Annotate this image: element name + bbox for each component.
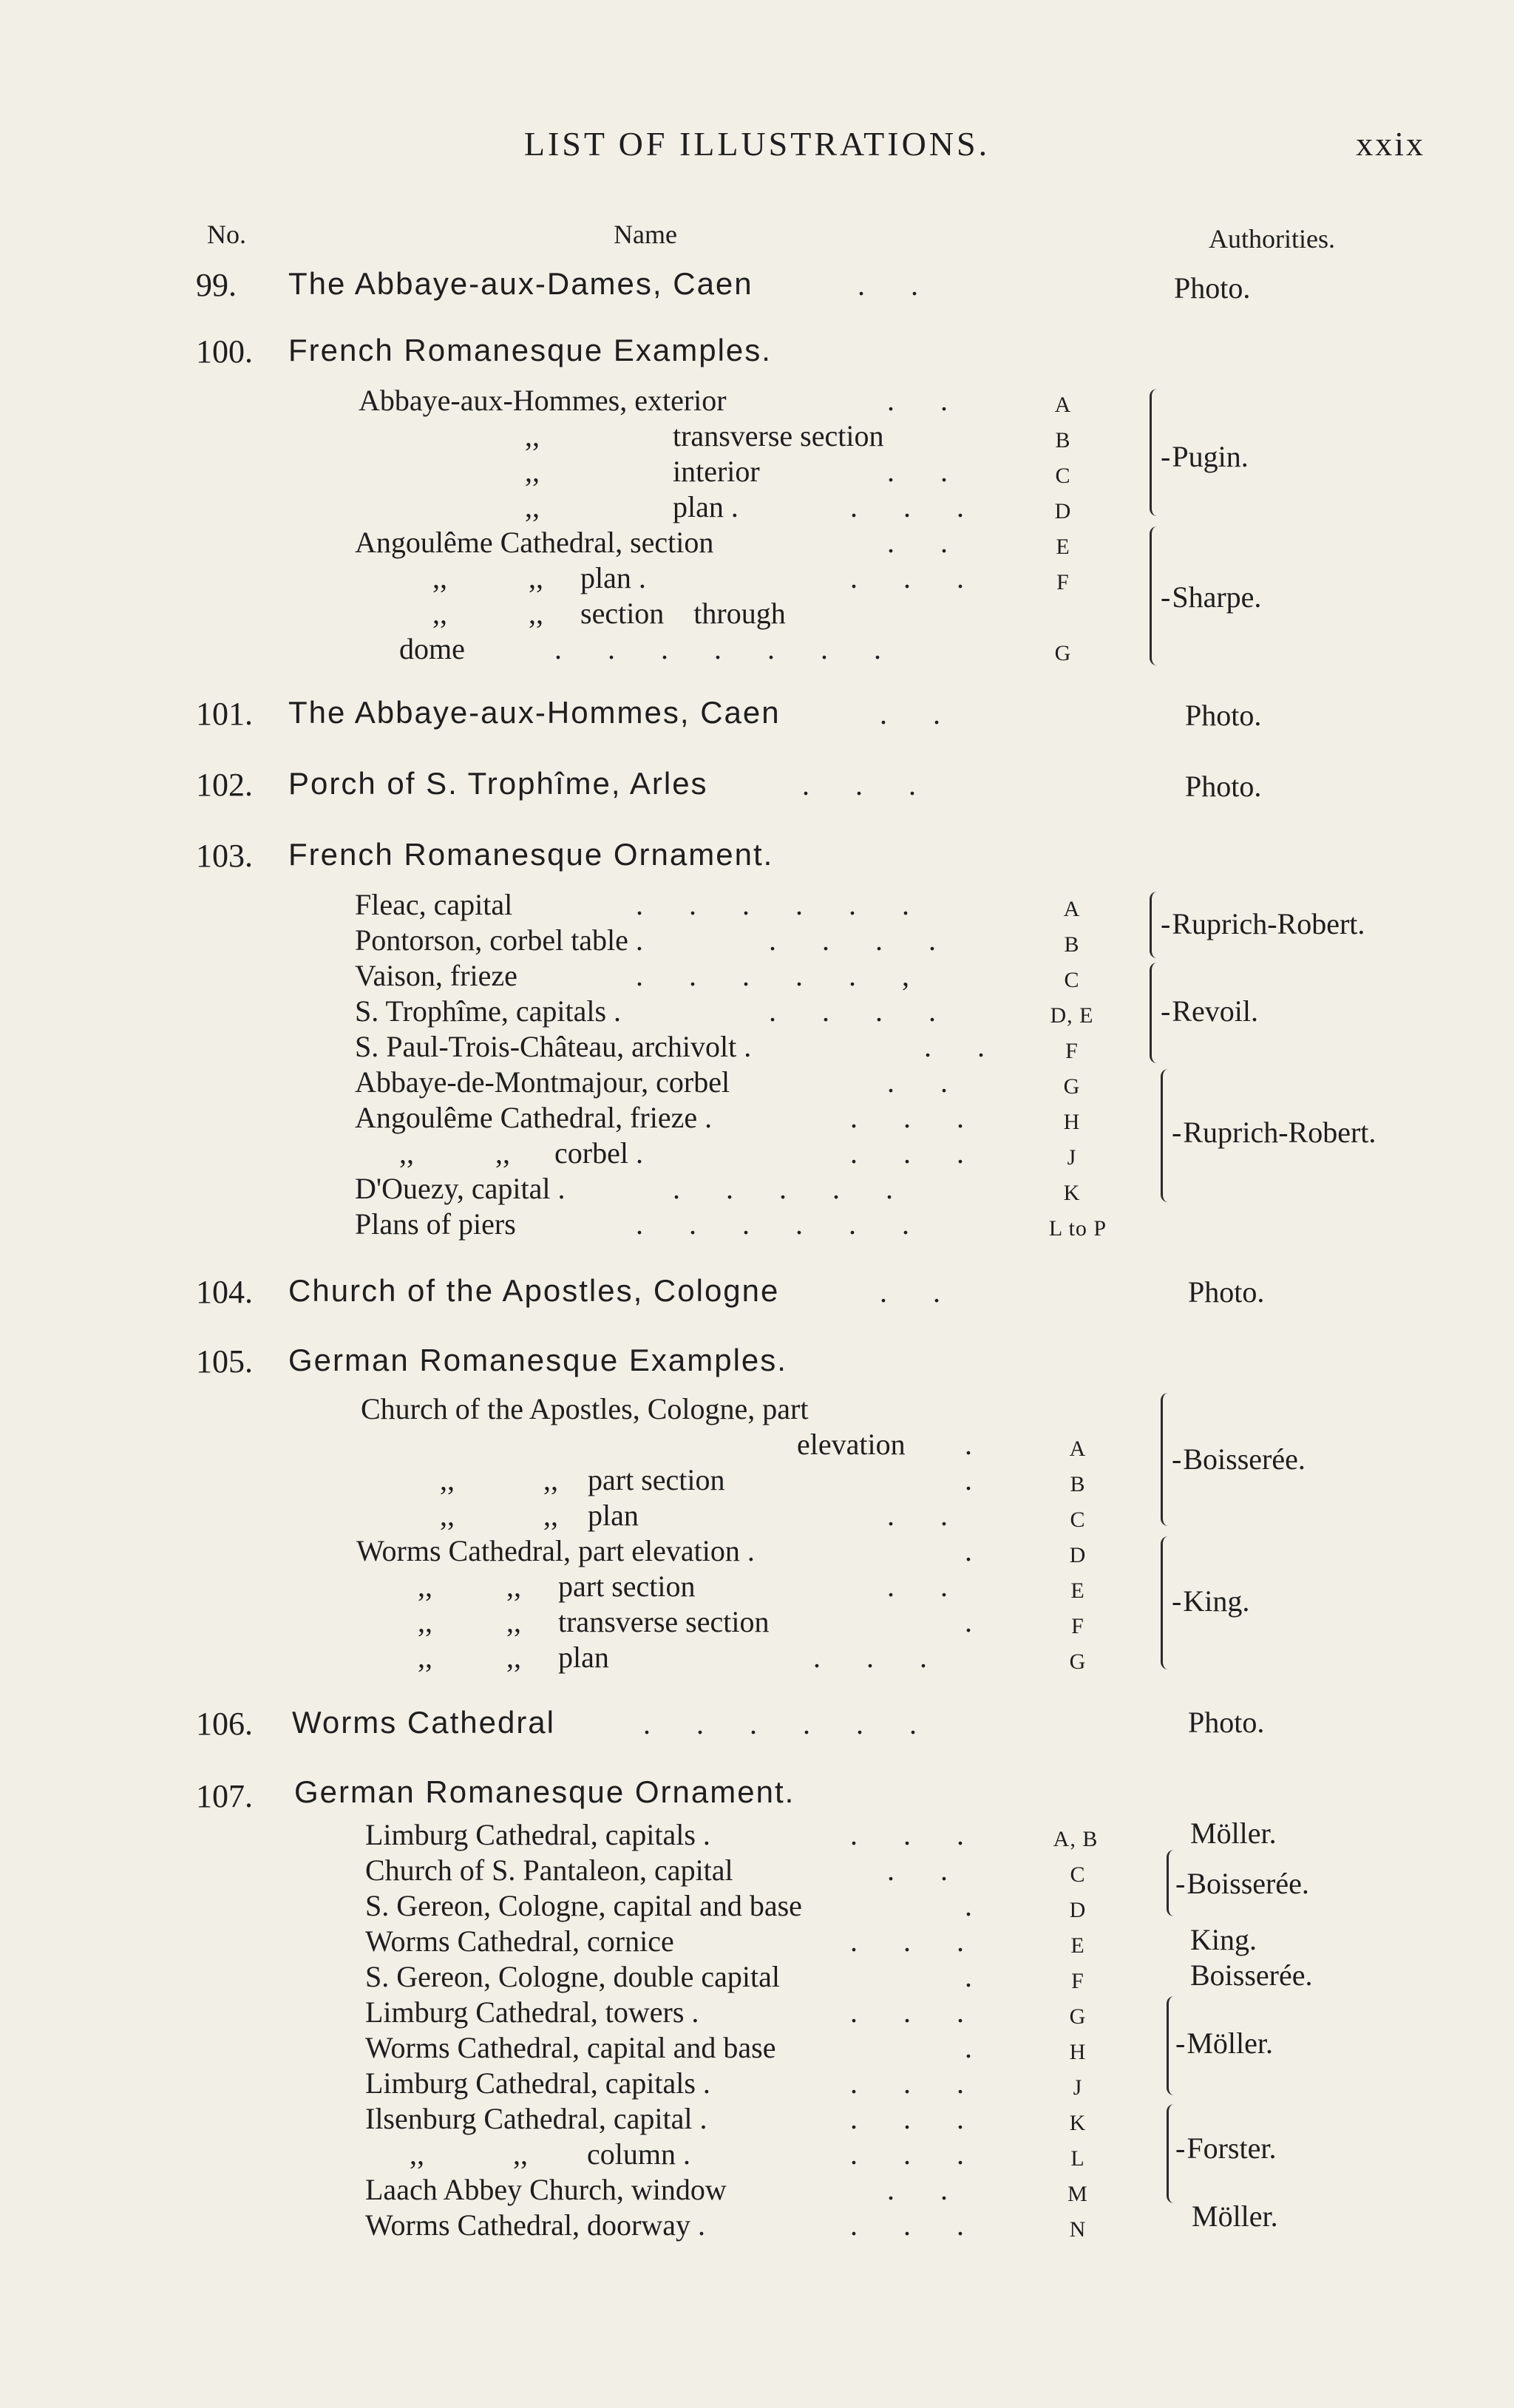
leader-dots: . bbox=[965, 2031, 991, 2064]
figure-letter: L bbox=[1070, 2146, 1085, 2171]
brace-authority: - Revoil. bbox=[1161, 994, 1258, 1028]
sub-item-text: Limburg Cathedral, capitals . bbox=[365, 1818, 710, 1851]
sub-item-text: Fleac, capital bbox=[355, 888, 513, 921]
leader-dots: . . bbox=[887, 1499, 967, 1532]
entry-number: 101. bbox=[196, 696, 253, 732]
figure-letter: D bbox=[1069, 1898, 1087, 1922]
leader-dots: . . . bbox=[813, 1641, 946, 1674]
leader-dots: . . . bbox=[850, 1995, 983, 2029]
row-authority: Möller. bbox=[1192, 2200, 1278, 2233]
figure-letter: K bbox=[1063, 1181, 1081, 1205]
entry-title: The Abbaye-aux-Dames, Caen bbox=[288, 266, 753, 301]
leader-dots: . . bbox=[858, 268, 937, 302]
sub-item-text: ,, ,, section through bbox=[432, 597, 786, 630]
leader-dots: . . . bbox=[802, 768, 935, 801]
column-head-name: Name bbox=[614, 220, 677, 249]
brace-authority: - Boisserée. bbox=[1172, 1442, 1306, 1476]
column-head-no: No. bbox=[207, 220, 246, 249]
leader-dots: . . bbox=[887, 1854, 967, 1887]
sub-item-text: Worms Cathedral, cornice bbox=[365, 1924, 674, 1958]
figure-letter: B bbox=[1064, 932, 1080, 957]
figure-letter: F bbox=[1071, 1969, 1084, 1993]
figure-letter: D bbox=[1054, 499, 1072, 523]
sub-item-text: ,, ,, column . bbox=[365, 2137, 690, 2171]
figure-letter: F bbox=[1071, 1614, 1084, 1638]
figure-letter: A bbox=[1063, 897, 1081, 921]
leader-dots: . . . bbox=[850, 2066, 983, 2100]
brace-authority: - Forster. bbox=[1175, 2131, 1276, 2165]
sub-item-text: ,, ,, corbel . bbox=[355, 1136, 643, 1170]
figure-letter: G bbox=[1063, 1074, 1081, 1099]
running-header: LIST OF ILLUSTRATIONS. bbox=[523, 125, 991, 163]
entry-authority: Photo. bbox=[1174, 271, 1251, 305]
brace-authority: - Boisserée. bbox=[1175, 1866, 1309, 1901]
figure-letter: G bbox=[1069, 2004, 1087, 2029]
sub-item-text: Worms Cathedral, capital and base bbox=[365, 2031, 776, 2064]
leader-dots: . . bbox=[887, 1065, 967, 1099]
page-number: xxix bbox=[1356, 125, 1425, 163]
sub-item-text: Church of S. Pantaleon, capital bbox=[365, 1854, 733, 1887]
entry-number: 103. bbox=[196, 838, 253, 874]
leader-dots: . . bbox=[887, 2173, 967, 2206]
figure-letter: C bbox=[1070, 1507, 1086, 1532]
leader-dots: . . . bbox=[850, 1101, 983, 1134]
sub-item-text: D'Ouezy, capital . bbox=[355, 1172, 566, 1205]
sub-item-text: ,, ,, part section bbox=[440, 1463, 725, 1496]
leader-dots: . . . . . . bbox=[643, 1707, 936, 1740]
figure-letter: D, E bbox=[1050, 1003, 1094, 1028]
leader-dots: . . . . bbox=[769, 923, 955, 957]
sub-item-text: ,, interior bbox=[525, 455, 760, 488]
figure-letter: F bbox=[1065, 1039, 1079, 1063]
leader-dots: . . . . bbox=[769, 994, 955, 1028]
figure-letter: E bbox=[1070, 1933, 1085, 1958]
sub-item-text: Worms Cathedral, part elevation . bbox=[356, 1534, 755, 1567]
leader-dots: . bbox=[965, 1889, 991, 1922]
figure-letter: G bbox=[1054, 641, 1072, 665]
sub-item-text: S. Gereon, Cologne, double capital bbox=[365, 1960, 780, 1993]
leader-dots: . bbox=[965, 1960, 991, 1993]
figure-letter: J bbox=[1067, 1145, 1077, 1170]
leader-dots: . . . bbox=[850, 2137, 983, 2171]
leader-dots: . . bbox=[887, 526, 967, 559]
brace-authority: - Sharpe. bbox=[1161, 580, 1261, 614]
brace-authority: - Ruprich-Robert. bbox=[1161, 906, 1365, 941]
figure-letter: C bbox=[1064, 968, 1080, 992]
leader-dots: . bbox=[965, 1463, 991, 1496]
leader-dots: . . . bbox=[850, 561, 983, 594]
leader-dots: . . bbox=[880, 1275, 960, 1309]
entry-authority: Photo. bbox=[1188, 1706, 1265, 1739]
sub-item-text: dome bbox=[399, 632, 465, 665]
sub-item-text: ,, ,, transverse section bbox=[418, 1605, 770, 1638]
leader-dots: . . . . . . bbox=[636, 1207, 929, 1241]
entry-number: 102. bbox=[196, 767, 253, 803]
sub-item-text: ,, plan . bbox=[525, 490, 739, 523]
figure-letter: H bbox=[1063, 1110, 1081, 1134]
sub-item-text: Angoulême Cathedral, section bbox=[355, 526, 714, 559]
entry-title: Church of the Apostles, Cologne bbox=[288, 1273, 780, 1308]
entry-title: The Abbaye-aux-Hommes, Caen bbox=[288, 695, 781, 730]
sub-item-text: ,, ,, plan bbox=[440, 1499, 639, 1532]
leader-dots: . . bbox=[887, 384, 967, 417]
entry-number: 100. bbox=[196, 333, 253, 370]
leader-dots: . . . bbox=[850, 490, 983, 523]
sub-item-text: ,, transverse section bbox=[525, 419, 884, 452]
sub-item-text: Ilsenburg Cathedral, capital . bbox=[365, 2102, 707, 2135]
figure-letter: N bbox=[1069, 2217, 1087, 2242]
sub-item-text: ,, ,, plan . bbox=[432, 561, 646, 594]
brace-authority: - Möller. bbox=[1175, 2026, 1273, 2061]
leader-dots: . . bbox=[887, 1570, 967, 1603]
column-head-authorities: Authorities. bbox=[1209, 224, 1335, 254]
figure-letter: M bbox=[1067, 2182, 1088, 2206]
leader-dots: . . bbox=[924, 1030, 1004, 1063]
leader-dots: . . bbox=[880, 697, 960, 730]
leader-dots: . . . bbox=[850, 1818, 983, 1851]
sub-item-text: S. Gereon, Cologne, capital and base bbox=[365, 1889, 802, 1922]
entry-title: German Romanesque Ornament. bbox=[294, 1774, 795, 1809]
brace-authority: - King. bbox=[1172, 1584, 1249, 1618]
sub-item-text: Plans of piers bbox=[355, 1207, 516, 1241]
leader-dots: . . . . . , bbox=[636, 959, 929, 992]
figure-letter: H bbox=[1069, 2040, 1087, 2064]
sub-item-text: Limburg Cathedral, towers . bbox=[365, 1995, 699, 2029]
brace-authority: - Ruprich-Robert. bbox=[1172, 1115, 1376, 1150]
sub-item-text: ,, ,, plan bbox=[418, 1641, 609, 1674]
sub-item-text: S. Trophîme, capitals . bbox=[355, 994, 622, 1028]
sub-item-text: Church of the Apostles, Cologne, part bbox=[361, 1392, 809, 1425]
figure-letter: A bbox=[1054, 393, 1072, 417]
sub-item-text: Angoulême Cathedral, frieze . bbox=[355, 1101, 713, 1134]
sub-item-text: Worms Cathedral, doorway . bbox=[365, 2208, 705, 2242]
sub-item-text: elevation bbox=[797, 1428, 906, 1461]
leader-dots: . . . bbox=[850, 2208, 983, 2242]
entry-title: French Romanesque Examples. bbox=[288, 333, 772, 367]
figure-letter: F bbox=[1056, 570, 1070, 594]
entry-authority: Photo. bbox=[1185, 699, 1262, 732]
leader-dots: . . . bbox=[850, 1136, 983, 1170]
sub-item-text: S. Paul-Trois-Château, archivolt . bbox=[355, 1030, 752, 1063]
figure-letter: D bbox=[1069, 1543, 1087, 1567]
entry-number: 106. bbox=[196, 1706, 253, 1742]
brace-authority: - Pugin. bbox=[1161, 439, 1249, 474]
leader-dots: . . . bbox=[850, 2102, 983, 2135]
figure-letter: A bbox=[1069, 1437, 1087, 1461]
figure-letter: L to P bbox=[1048, 1216, 1107, 1241]
leader-dots: . . . . . . . bbox=[554, 632, 900, 665]
entry-number: 104. bbox=[196, 1274, 253, 1310]
entry-title: French Romanesque Ornament. bbox=[288, 837, 774, 872]
row-authority: King. bbox=[1190, 1923, 1257, 1956]
leader-dots: . bbox=[965, 1428, 991, 1461]
row-authority: Möller. bbox=[1190, 1817, 1277, 1850]
entry-title: German Romanesque Examples. bbox=[288, 1343, 787, 1377]
leader-dots: . . bbox=[887, 455, 967, 488]
figure-letter: B bbox=[1070, 1472, 1086, 1496]
figure-letter: A, B bbox=[1053, 1827, 1099, 1851]
figure-letter: G bbox=[1069, 1649, 1087, 1674]
figure-letter: B bbox=[1055, 428, 1071, 452]
figure-letter: K bbox=[1069, 2111, 1087, 2135]
figure-letter: E bbox=[1056, 535, 1070, 559]
sub-item-text: Abbaye-aux-Hommes, exterior bbox=[359, 384, 727, 417]
sub-item-text: Vaison, frieze bbox=[355, 959, 517, 992]
leader-dots: . . . . . . bbox=[636, 888, 929, 921]
leader-dots: . . . bbox=[850, 1924, 983, 1958]
entry-number: 99. bbox=[196, 267, 237, 303]
figure-letter: J bbox=[1073, 2075, 1083, 2100]
figure-letter: E bbox=[1070, 1578, 1085, 1603]
leader-dots: . bbox=[965, 1534, 991, 1567]
leader-dots: . . . . . bbox=[673, 1172, 912, 1205]
entry-number: 107. bbox=[196, 1778, 253, 1814]
figure-letter: C bbox=[1070, 1862, 1086, 1887]
figure-letter: C bbox=[1055, 464, 1071, 488]
entry-authority: Photo. bbox=[1188, 1275, 1265, 1309]
entry-number: 105. bbox=[196, 1343, 253, 1380]
entry-title: Porch of S. Trophîme, Arles bbox=[288, 766, 708, 801]
sub-item-text: Abbaye-de-Montmajour, corbel bbox=[355, 1065, 730, 1099]
row-authority: Boisserée. bbox=[1190, 1958, 1313, 1992]
sub-item-text: Pontorson, corbel table . bbox=[355, 923, 643, 957]
sub-item-text: Laach Abbey Church, window bbox=[365, 2173, 727, 2206]
sub-item-text: ,, ,, part section bbox=[418, 1570, 696, 1603]
entry-authority: Photo. bbox=[1185, 770, 1262, 803]
leader-dots: . bbox=[965, 1605, 991, 1638]
sub-item-text: Limburg Cathedral, capitals . bbox=[365, 2066, 710, 2100]
entry-title: Worms Cathedral bbox=[292, 1705, 555, 1740]
